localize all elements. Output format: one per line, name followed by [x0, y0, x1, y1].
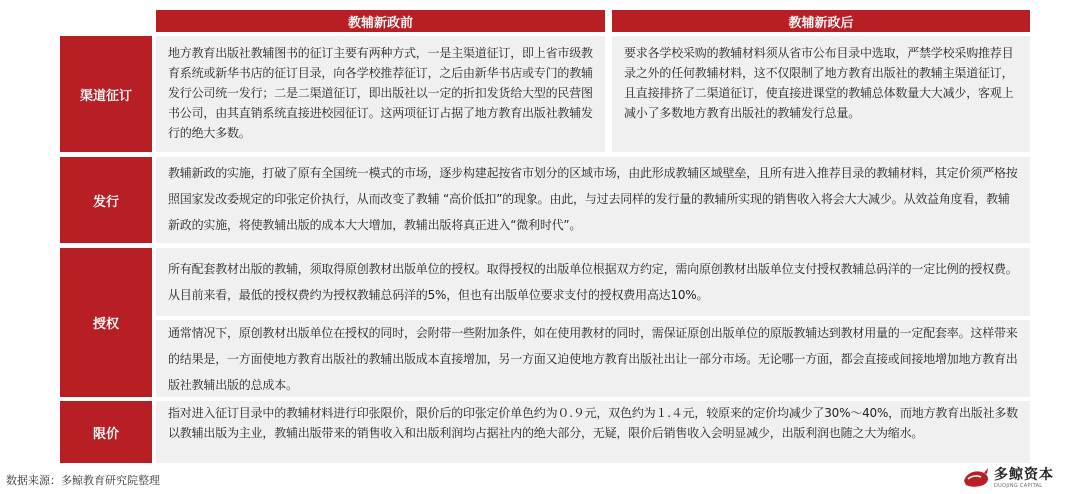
channel-after-text: 要求各学校采购的教辅材料须从省市公布目录中选取，严禁学校采购推荐目录之外的任何教辅材料，这不仅限制了地方教育出版社的教辅主渠道征订，且直接排挤了二渠道征订，使直接进课堂的教辅总体数量大大减少，客观上减小了多数地方教育出版社的教辅发行总量。	[612, 36, 1030, 152]
row-label-distribution: 发行	[60, 157, 152, 243]
brand-logo	[962, 466, 1054, 490]
logo-text-en: DUOJING CAPITAL	[994, 482, 1043, 489]
row-label-price: 限价	[60, 401, 152, 463]
header-after-policy: 教辅新政后	[612, 10, 1030, 32]
header-before-policy: 教辅新政前	[156, 10, 605, 32]
row-label-license: 授权	[60, 248, 152, 397]
logo-text-cn: 多鲸资本	[994, 466, 1054, 483]
data-source-note: 数据来源：多鲸教育研究院整理	[6, 474, 160, 487]
price-limit-text: 指对进入征订目录中的教辅材料进行印张限价，限价后的印张定价单色约为０.９元，双色约为１.４元，较原来的定价均减少了30%～40%，而地方教育出版社多数以教辅出版为主业，教辅出版带来的销售收入和出版利润均占据社内的绝大部分，无疑，限价后销售收入会明显减少，出版利润也随之大为缩水。	[156, 401, 1030, 463]
channel-before-text: 地方教育出版社教辅图书的征订主要有两种方式，一是主渠道征订，即上省市级教育系统或新华书店的征订目录，向各学校推荐征订，之后由新华书店或专门的教辅发行公司统一发行；二是二渠道征订，即出版社以一定的折扣发货给大型的民营图书公司，由其直销系统直接进校园征订。这两项征订占据了地方教育出版社教辅发行的绝大多数。	[156, 36, 605, 152]
license-text-1: 所有配套教材出版的教辅，须取得原创教材出版单位的授权。取得授权的出版单位根据双方约定，需向原创教材出版单位支付授权教辅总码洋的一定比例的授权费。从目前来看，最低的授权费约为授权教辅总码洋的5%，但也有出版单位要求支付的授权费用高达10%。	[156, 248, 1030, 316]
distribution-text: 教辅新政的实施，打破了原有全国统一模式的市场，逐步构建起按省市划分的区域市场，由此形成教辅区域壁垒，且所有进入推荐目录的教辅材料，其定价须严格按照国家发改委规定的印张定价执行，从而改变了教辅 “高价低扣”的现象。由此，与过去同样的发行量的教辅所实现的销售收入将会大大减少。从效益角度看，教辅新政的实施，将使教辅出版的成本大大增加，教辅出版将真正进入“微利时代”。	[156, 157, 1030, 243]
license-text-2: 通常情况下，原创教材出版单位在授权的同时，会附带一些附加条件，如在使用教材的同时，需保证原创出版单位的原版教辅达到教材用量的一定配套率。这样带来的结果是，一方面使地方教育出版社的教辅出版成本直接增加，另一方面又迫使地方教育出版社出让一部分市场。无论哪一方面，都会直接或间接地增加地方教育出版社教辅出版的总成本。	[156, 320, 1030, 397]
whale-logo-icon	[962, 467, 990, 489]
row-label-channel: 渠道征订	[60, 36, 152, 152]
